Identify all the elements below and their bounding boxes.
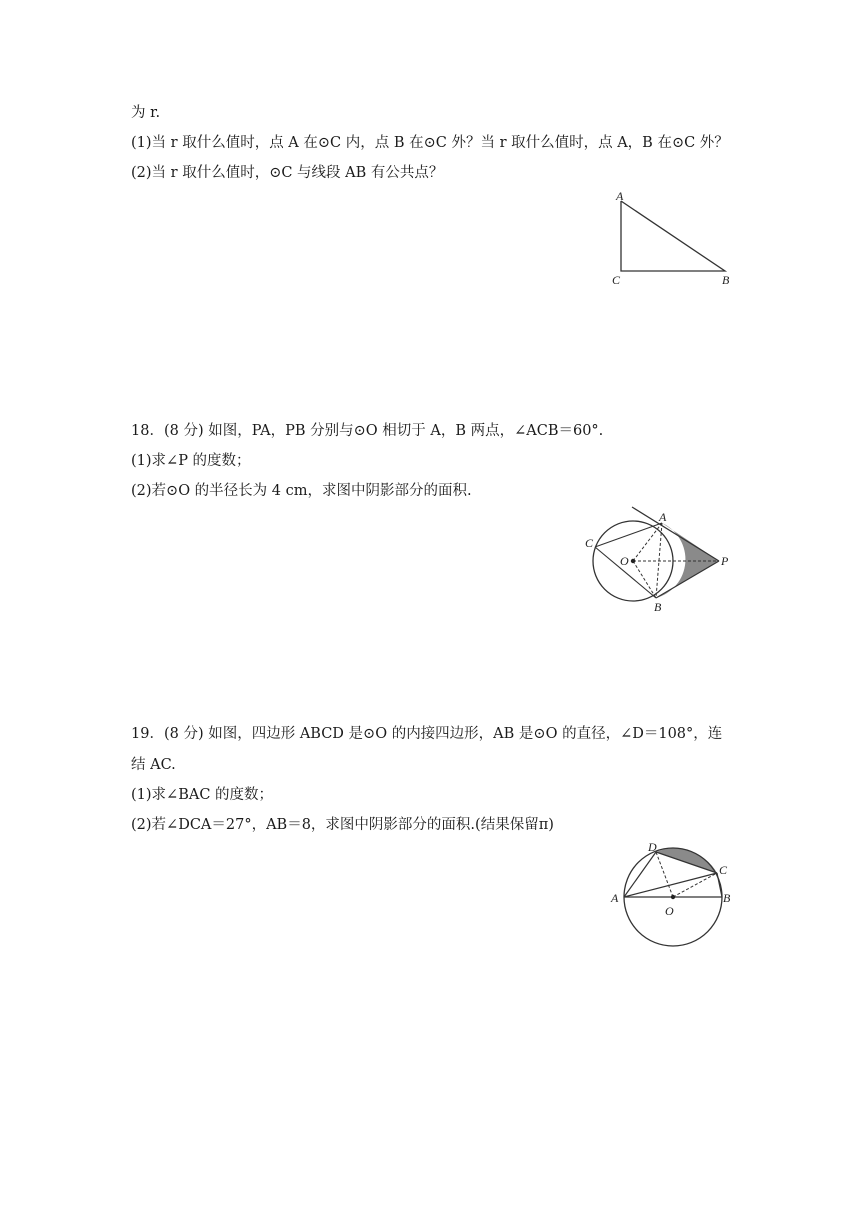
question-18-part-1: (1)求∠P 的度数； [131,453,251,469]
question-18-stem: 18．(8 分) 如图，PA，PB 分别与⊙O 相切于 A，B 两点，∠ACB＝60°. [131,423,604,439]
figure-18-tangent-circle [580,505,740,615]
question-19-part-1: (1)求∠BAC 的度数； [131,787,274,803]
fig17-label-a: A [616,189,624,203]
fig19-label-o: O [665,904,674,918]
question-19-stem: 19．(8 分) 如图，四边形 ABCD 是⊙O 的内接四边形，AB 是⊙O 的直径，∠D＝108°，连 [131,726,723,742]
fig18-label-c: C [585,536,594,550]
figure-17-triangle [600,188,750,292]
question-18-part-2: (2)若⊙O 的半径长为 4 cm，求图中阴影部分的面积. [131,483,472,499]
fig17-label-c: C [612,273,621,287]
fig18-label-p: P [721,554,729,568]
fig19-label-d: D [648,840,657,854]
fig18-label-a: A [659,510,667,524]
fig17-label-b: B [722,273,730,287]
fig19-label-b: B [723,891,731,905]
fig18-label-b: B [654,600,662,614]
question-17-part-1: (1)当 r 取什么值时，点 A 在⊙C 内，点 B 在⊙C 外？当 r 取什么值时，点 A，B 在⊙C 外？ [131,135,729,151]
question-19-stem-cont: 结 AC. [131,757,176,773]
fig18-label-o: O [620,554,629,568]
fig19-label-c: C [719,863,728,877]
text-line-r: 为 r. [131,105,161,121]
question-19-part-2: (2)若∠DCA＝27°，AB＝8，求图中阴影部分的面积.(结果保留π) [131,817,554,833]
fig19-label-a: A [611,891,619,905]
figure-19-cyclic-quadrilateral [606,836,746,948]
question-17-part-2: (2)当 r 取什么值时，⊙C 与线段 AB 有公共点？ [131,165,444,181]
